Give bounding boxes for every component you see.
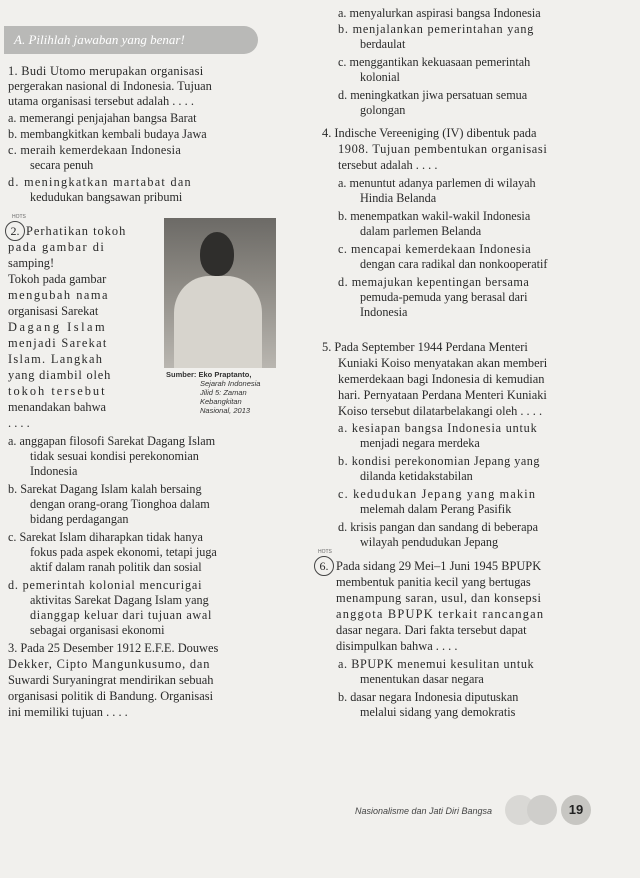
q2-option-a[interactable]: a. anggapan filosofi Sarekat Dagang Islam	[8, 434, 216, 448]
q2-option-d-cont: sebagai organisasi ekonomi	[30, 623, 165, 637]
q2-option-b[interactable]: b. Sarekat Dagang Islam kalah bersaing	[8, 482, 202, 496]
q4-stem-line: 1908. Tujuan pembentukan organisasi	[338, 142, 548, 156]
q5-stem-line: Kuniaki Koiso menyatakan akan memberi	[338, 356, 548, 370]
q4-option-b-cont: dalam parlemen Belanda	[360, 224, 482, 238]
q3-option-c[interactable]: c. menggantikan kekuasaan pemerintah	[338, 55, 531, 69]
q5-stem-line: kemerdekaan bagi Indonesia di kemudian	[338, 372, 545, 386]
q5-stem-line: 5. Pada September 1944 Perdana Menteri	[322, 340, 528, 354]
q1-stem-line: 1. Budi Utomo merupakan organisasi	[8, 64, 204, 78]
q2-stem-line: menandakan bahwa	[8, 400, 107, 414]
q4-option-c-cont: dengan cara radikal dan nonkooperatif	[360, 257, 548, 271]
q6-option-a[interactable]: a. BPUPK menemui kesulitan untuk	[338, 657, 535, 671]
q6-stem-line: menampung saran, usul, dan konsepsi	[336, 591, 542, 605]
page-number: 19	[561, 795, 591, 825]
q6-option-a-cont: menentukan dasar negara	[360, 672, 484, 686]
q2-stem-line: Tokoh pada gambar	[8, 272, 107, 286]
q2-stem-line: Islam. Langkah	[8, 352, 104, 366]
q2-stem-line: organisasi Sarekat	[8, 304, 99, 318]
q2-option-a-cont: Indonesia	[30, 464, 78, 478]
q5-option-b-cont: dilanda ketidakstabilan	[360, 469, 473, 483]
q1-option-d[interactable]: d. meningkatkan martabat dan	[8, 175, 192, 189]
q2-stem-line: yang diambil oleh	[8, 368, 112, 382]
q1-option-b[interactable]: b. membangkitkan kembali budaya Jawa	[8, 127, 207, 141]
photo-source-caption: Nasional, 2013	[200, 406, 251, 415]
q3-stem-line: Suwardi Suryaningrat mendirikan sebuah	[8, 673, 214, 687]
q3-stem-line: 3. Pada 25 Desember 1912 E.F.E. Douwes	[8, 641, 219, 655]
q2-stem-line: Perhatikan tokoh	[26, 224, 127, 238]
q4-option-d-cont: Indonesia	[360, 305, 408, 319]
q2-option-d-cont: dianggap keluar dari tujuan awal	[30, 608, 213, 622]
q2-stem-line: mengubah nama	[8, 288, 110, 302]
q6-number-badge: 6.	[314, 556, 334, 576]
q1-stem-line: pergerakan nasional di Indonesia. Tujuan	[8, 79, 212, 93]
hots-label: HOTS	[12, 214, 26, 220]
q2-option-b-cont: bidang perdagangan	[30, 512, 129, 526]
book-title-footer: Nasionalisme dan Jati Diri Bangsa	[355, 806, 493, 816]
q4-option-c[interactable]: c. mencapai kemerdekaan Indonesia	[338, 242, 532, 256]
q1-stem-line: utama organisasi tersebut adalah . . . .	[8, 94, 194, 108]
q5-option-d-cont: wilayah pendudukan Jepang	[360, 535, 499, 549]
section-header	[4, 26, 258, 54]
q5-option-c[interactable]: c. kedudukan Jepang yang makin	[338, 487, 537, 501]
q5-option-a-cont: menjadi negara merdeka	[360, 436, 480, 450]
portrait-photo	[164, 218, 276, 368]
q2-option-a-cont: tidak sesuai kondisi perekonomian	[30, 449, 199, 463]
q5-option-b[interactable]: b. kondisi perekonomian Jepang yang	[338, 454, 540, 468]
q2-stem-line: samping!	[8, 256, 55, 270]
q1-option-d-cont: kedudukan bangsawan pribumi	[30, 190, 183, 204]
q6-stem-line: dasar negara. Dari fakta tersebut dapat	[336, 623, 527, 637]
q2-option-b-cont: dengan orang-orang Tionghoa dalam	[30, 497, 210, 511]
q4-option-d-cont: pemuda-pemuda yang berasal dari	[360, 290, 528, 304]
q2-stem-line: . . . .	[8, 416, 30, 430]
q3-option-d-cont: golongan	[360, 103, 406, 117]
q3-stem-line: Dekker, Cipto Mangunkusumo, dan	[8, 657, 211, 671]
q5-option-c-cont: melemah dalam Perang Pasifik	[360, 502, 512, 516]
photo-source-caption: Jilid 5: Zaman	[200, 388, 247, 397]
q3-option-c-cont: kolonial	[360, 70, 400, 84]
q4-option-b[interactable]: b. menempatkan wakil-wakil Indonesia	[338, 209, 531, 223]
q4-stem-line: tersebut adalah . . . .	[338, 158, 438, 172]
q6-stem-line: disimpulkan bahwa . . . .	[336, 639, 458, 653]
q5-option-d[interactable]: d. krisis pangan dan sandang di beberapa	[338, 520, 539, 534]
q1-option-a[interactable]: a. memerangi penjajahan bangsa Barat	[8, 111, 197, 125]
section-label: A. Pilihlah jawaban yang benar!	[14, 32, 185, 47]
q2-option-c[interactable]: c. Sarekat Islam diharapkan tidak hanya	[8, 530, 203, 544]
photo-source-caption: Sejarah Indonesia	[200, 379, 261, 388]
q4-option-a-cont: Hindia Belanda	[360, 191, 437, 205]
q4-stem-line: 4. Indische Vereeniging (IV) dibentuk pada	[322, 126, 537, 140]
q2-option-c-cont: fokus pada aspek ekonomi, tetapi juga	[30, 545, 217, 559]
q5-option-a[interactable]: a. kesiapan bangsa Indonesia untuk	[338, 421, 538, 435]
q4-option-a[interactable]: a. menuntut adanya parlemen di wilayah	[338, 176, 536, 190]
q3-option-d[interactable]: d. meningkatkan jiwa persatuan semua	[338, 88, 528, 102]
q4-option-d[interactable]: d. memajukan kepentingan bersama	[338, 275, 530, 289]
hots-label: HOTS	[318, 549, 332, 555]
q2-stem-line: pada gambar di	[8, 240, 106, 254]
q6-stem-line: Pada sidang 29 Mei–1 Juni 1945 BPUPK	[336, 559, 542, 573]
q5-stem-line: Koiso tersebut dilatarbelakangi oleh . . . .	[338, 404, 543, 418]
q3-option-a[interactable]: a. menyalurkan aspirasi bangsa Indonesia	[338, 6, 541, 20]
q3-option-b-cont: berdaulat	[360, 37, 406, 51]
q2-stem-line: tokoh tersebut	[8, 384, 107, 398]
photo-source-caption: Sumber: Eko Praptanto,	[166, 370, 252, 379]
q6-option-b-cont: melalui sidang yang demokratis	[360, 705, 516, 719]
q2-stem-line: menjadi Sarekat	[8, 336, 108, 350]
q3-stem-line: organisasi politik di Bandung. Organisasi	[8, 689, 214, 703]
q3-option-b[interactable]: b. menjalankan pemerintahan yang	[338, 22, 535, 36]
q2-option-d[interactable]: d. pemerintah kolonial mencurigai	[8, 578, 203, 592]
decorative-circle	[527, 795, 557, 825]
q2-option-d-cont: aktivitas Sarekat Dagang Islam yang	[30, 593, 209, 607]
q6-stem-line: membentuk panitia kecil yang bertugas	[336, 575, 531, 589]
q2-stem-line: Dagang Islam	[8, 320, 108, 334]
q1-option-c-cont: secara penuh	[30, 158, 94, 172]
q3-stem-line: ini memiliki tujuan . . . .	[8, 705, 128, 719]
q1-option-c[interactable]: c. meraih kemerdekaan Indonesia	[8, 143, 182, 157]
q5-stem-line: hari. Pernyataan Perdana Menteri Kuniaki	[338, 388, 547, 402]
q6-stem-line: anggota BPUPK terkait rancangan	[336, 607, 545, 621]
q2-option-c-cont: aktif dalam ranah politik dan sosial	[30, 560, 202, 574]
q6-option-b[interactable]: b. dasar negara Indonesia diputuskan	[338, 690, 519, 704]
q2-number-badge: 2.	[5, 221, 25, 241]
photo-source-caption: Kebangkitan	[200, 397, 242, 406]
